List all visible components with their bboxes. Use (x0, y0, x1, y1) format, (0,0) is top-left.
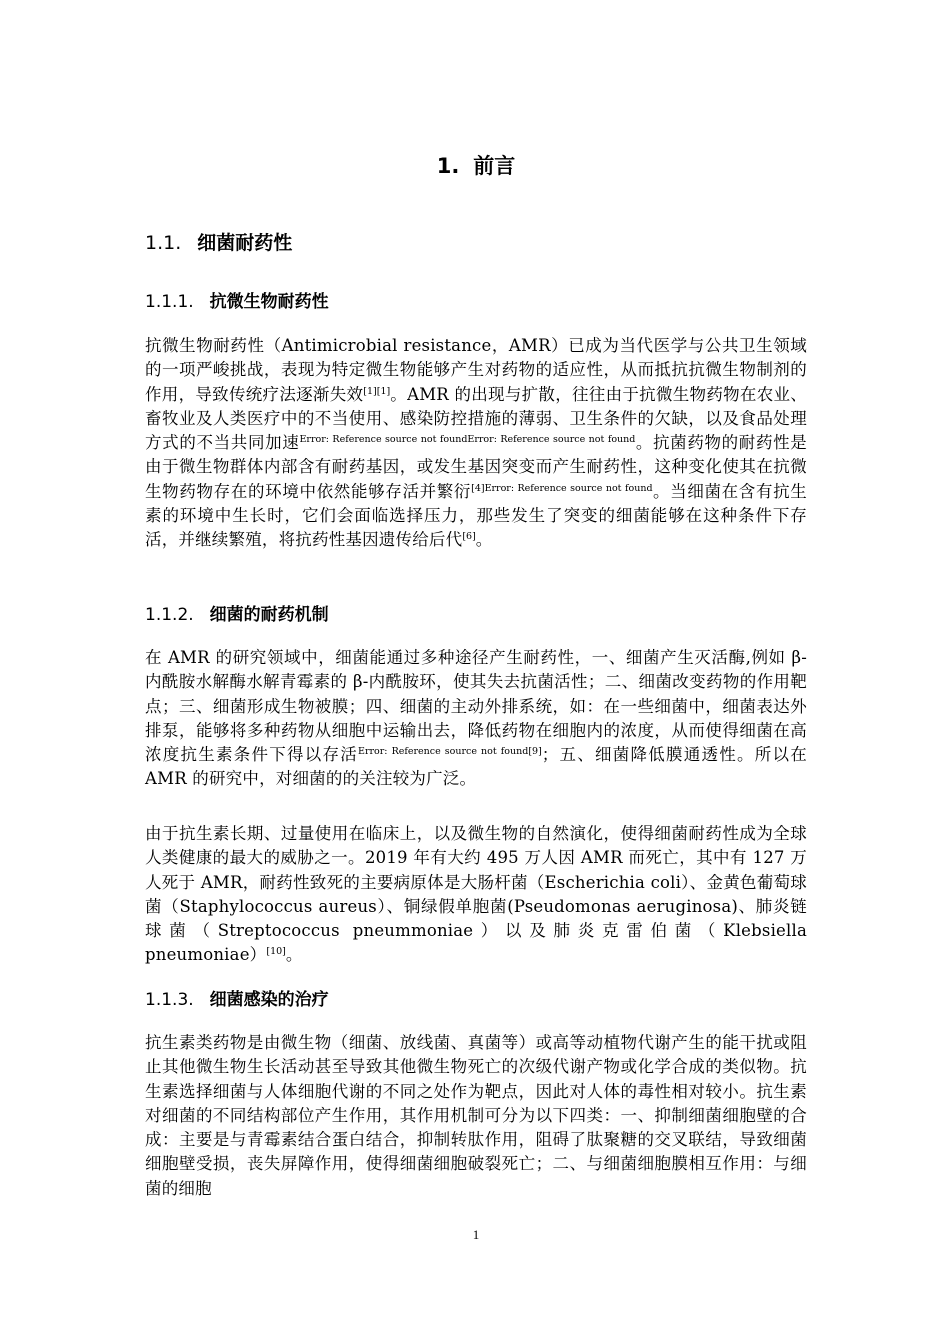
section-heading-1-1-1 (145, 289, 329, 315)
citation: Error: Reference source not found[9] (358, 746, 542, 758)
citation: [6] (462, 531, 476, 543)
section-number: 1.1.3. (145, 990, 194, 1010)
section-title: 细菌的耐药机制 (209, 605, 329, 625)
section-number: 1.1.1. (145, 292, 194, 312)
section-number: 1.1. (145, 232, 182, 254)
citation: [1][1] (363, 385, 391, 397)
paragraph-global-threat (145, 822, 807, 968)
section-number: 1.1.2. (145, 605, 194, 625)
chapter-title: 前言 (473, 154, 516, 178)
section-title: 抗微生物耐药性 (209, 292, 329, 312)
paragraph-text: 由于抗生素长期、过量使用在临床上，以及微生物的自然演化，使得细菌耐药性成为全球人类健康的最大的威胁之一。2019 年有大约 495 万人因 AMR 而死亡，其中有 127 万人死于 AMR，耐药性致死的主要病原体是大肠杆菌（Escherichia coli）、金黄色葡萄球菌（Staphylococcus aureus）、铜绿假单胞菌(Pseudomonas aeruginosa)、肺炎链球菌（Streptococcus pneummoniae）以及肺炎克雷伯菌（Klebsiella pneumoniae） (145, 824, 807, 965)
citation: [10] (266, 946, 286, 958)
section-heading-1-1-2 (145, 602, 329, 628)
paragraph-text: 。当细菌在含有抗生素的环境中生长时，它们会面临选择压力，那些发生了突变的细菌能够在这种条件下存活，并继续繁殖，将抗药性基因遗传给后代 (145, 481, 807, 550)
section-heading-1-1 (145, 229, 292, 257)
paragraph-resistance-mechanisms (145, 646, 807, 792)
paragraph-text: 。 (475, 530, 493, 550)
chapter-heading (145, 150, 807, 182)
paragraph-text: 抗生素类药物是由微生物（细菌、放线菌、真菌等）或高等动植物代谢产生的能干扰或阻止其他微生物生长活动甚至导致其他微生物死亡的次级代谢产物或化学合成的类似物。抗生素选择细菌与人体细胞代谢的不同之处作为靶点，因此对人体的毒性相对较小。抗生素对细菌的不同结构部位产生作用，其作用机制可分为以下四类：一、抑制细菌细胞壁的合成：主要是与青霉素结合蛋白结合，抑制转肽作用，阻碍了肽聚糖的交叉联结，导致细菌细胞壁受损，丧失屏障作用，使得细菌细胞破裂死亡；二、与细菌细胞膜相互作用：与细菌的细胞 (145, 1033, 807, 1198)
paragraph-text: ；五、细菌降低膜通透性。所以在 AMR 的研究中，对细菌的的关注较为广泛。 (145, 745, 807, 789)
section-title: 细菌耐药性 (197, 232, 293, 254)
paragraph-antimicrobial-resistance (145, 334, 807, 553)
paragraph-text: 。 (285, 945, 303, 965)
section-heading-1-1-3 (145, 987, 329, 1013)
citation: [4]Error: Reference source not found (471, 482, 653, 494)
citation: Error: Reference source not foundError: Reference source not found (299, 434, 636, 446)
paragraph-text: 。AMR 的出现与扩散，往往由于抗微生物药物在农业、畜牧业及人类医疗中的不当使用、感染防控措施的薄弱、卫生条件的欠缺，以及食品处理方式的不当共同加速 (145, 384, 807, 453)
paragraph-text: 在 AMR 的研究领域中，细菌能通过多种途径产生耐药性，一、细菌产生灭活酶,例如 β-内酰胺水解酶水解青霉素的 β-内酰胺环，使其失去抗菌活性；二、细菌改变药物的作用靶点；三、细菌形成生物被膜；四、细菌的主动外排系统，如：在一些细菌中，细菌表达外排泵，能够将多种药物从细胞中运输出去，降低药物在细胞内的浓度，从而使得细菌在高浓度抗生素条件下得以存活 (145, 648, 807, 765)
section-title: 细菌感染的治疗 (209, 990, 329, 1010)
page-number: 1 (472, 1227, 480, 1242)
paragraph-text: 抗微生物耐药性（Antimicrobial resistance，AMR）已成为当代医学与公共卫生领域的一项严峻挑战，表现为特定微生物能够产生对药物的适应性，从而抵抗抗微生物制剂的作用，导致传统疗法逐渐失效 (145, 336, 807, 404)
document-page (145, 0, 807, 1344)
chapter-number: 1. (436, 154, 460, 178)
paragraph-text: 。抗菌药物的耐药性是由于微生物群体内部含有耐药基因，或发生基因突变而产生耐药性，这种变化使其在抗微生物药物存在的环境中依然能够存活并繁衍 (145, 433, 807, 501)
paragraph-infection-treatment (145, 1031, 807, 1201)
